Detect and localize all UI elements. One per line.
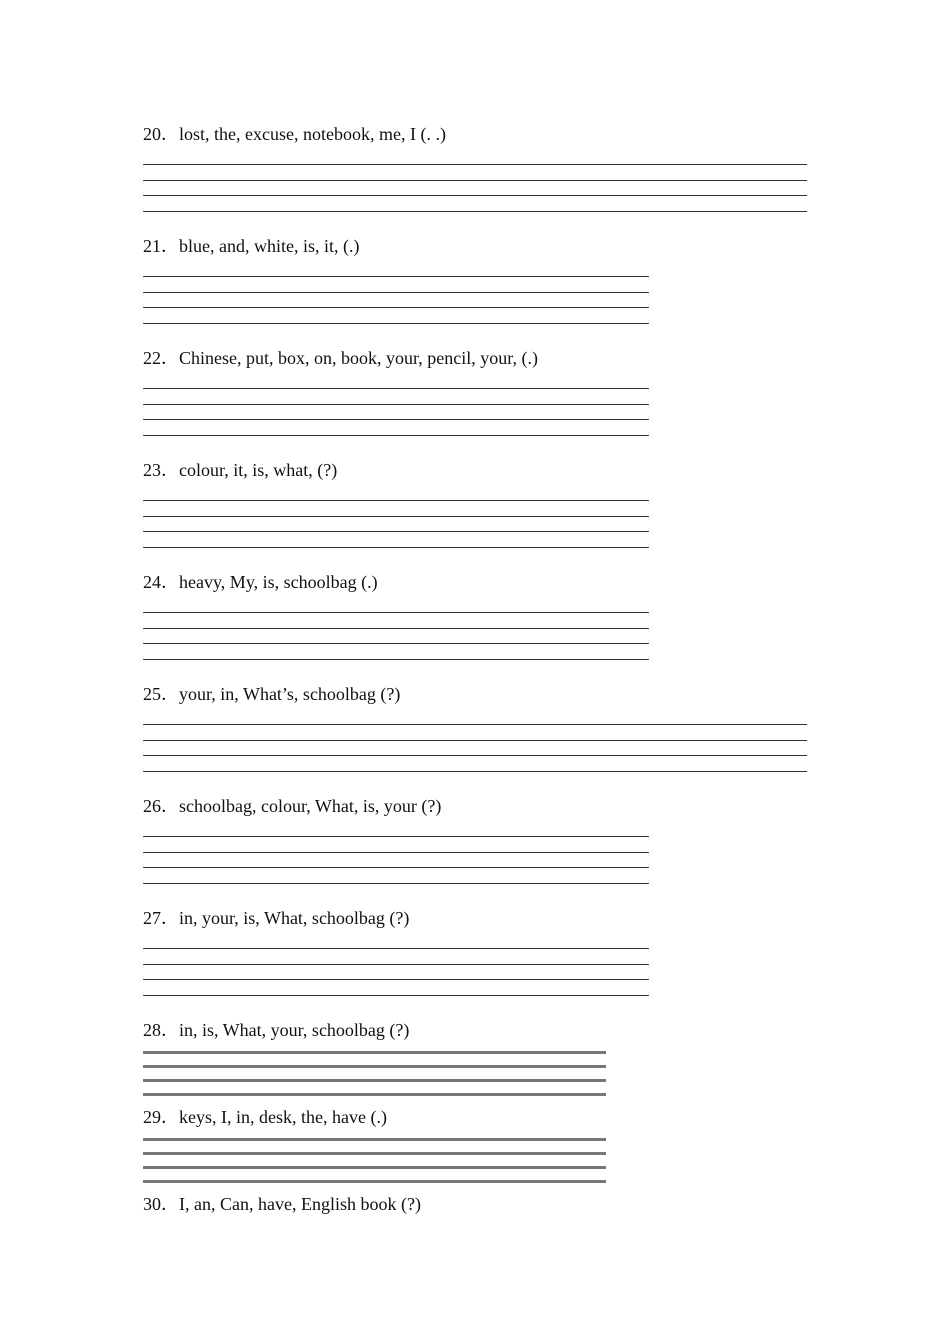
question-words: Chinese, put, box, on, book, your, pencil, your, (.) <box>179 348 539 368</box>
writing-line <box>143 659 649 660</box>
question-words: lost, the, excuse, notebook, me, I (. .) <box>179 124 446 144</box>
writing-line <box>143 643 649 644</box>
writing-line <box>143 547 649 548</box>
writing-line <box>143 628 649 629</box>
writing-line <box>143 724 807 725</box>
writing-line <box>143 307 649 308</box>
question-number: 20． <box>143 124 179 144</box>
question-number: 22． <box>143 348 179 368</box>
question-26 <box>143 795 441 817</box>
writing-line <box>143 276 649 277</box>
writing-line <box>143 836 649 837</box>
question-22 <box>143 347 538 369</box>
writing-line <box>143 740 807 741</box>
writing-line <box>143 867 649 868</box>
writing-line <box>143 1180 606 1183</box>
question-25 <box>143 683 400 705</box>
writing-line <box>143 500 649 501</box>
question-words: I, an, Can, have, English book (?) <box>179 1194 421 1214</box>
writing-line <box>143 1152 606 1155</box>
writing-line <box>143 995 649 996</box>
question-23 <box>143 459 337 481</box>
writing-line <box>143 964 649 965</box>
writing-line <box>143 1166 606 1169</box>
writing-line <box>143 419 649 420</box>
question-20 <box>143 123 446 145</box>
question-words: your, in, What’s, schoolbag (?) <box>179 684 401 704</box>
writing-line <box>143 1079 606 1082</box>
writing-line <box>143 404 649 405</box>
writing-line <box>143 852 649 853</box>
question-number: 26． <box>143 796 179 816</box>
writing-line <box>143 883 649 884</box>
writing-line <box>143 755 807 756</box>
writing-line <box>143 211 807 212</box>
writing-line <box>143 516 649 517</box>
question-number: 29． <box>143 1107 179 1127</box>
question-28 <box>143 1019 409 1041</box>
question-number: 27． <box>143 908 179 928</box>
question-number: 21． <box>143 236 179 256</box>
writing-line <box>143 948 649 949</box>
question-words: keys, I, in, desk, the, have (.) <box>179 1107 387 1127</box>
writing-line <box>143 164 807 165</box>
writing-line <box>143 195 807 196</box>
question-24 <box>143 571 378 593</box>
writing-line <box>143 771 807 772</box>
writing-line <box>143 1138 606 1141</box>
writing-line <box>143 1065 606 1068</box>
question-words: in, is, What, your, schoolbag (?) <box>179 1020 410 1040</box>
question-words: schoolbag, colour, What, is, your (?) <box>179 796 442 816</box>
writing-line <box>143 388 649 389</box>
writing-line <box>143 435 649 436</box>
question-number: 30． <box>143 1194 179 1214</box>
question-30 <box>143 1193 421 1215</box>
question-words: colour, it, is, what, (?) <box>179 460 338 480</box>
question-number: 28． <box>143 1020 179 1040</box>
writing-line <box>143 612 649 613</box>
question-words: heavy, My, is, schoolbag (.) <box>179 572 378 592</box>
question-number: 23． <box>143 460 179 480</box>
writing-line <box>143 1093 606 1096</box>
writing-line <box>143 292 649 293</box>
question-21 <box>143 235 359 257</box>
question-number: 25． <box>143 684 179 704</box>
question-words: blue, and, white, is, it, (.) <box>179 236 360 256</box>
question-number: 24． <box>143 572 179 592</box>
writing-line <box>143 1051 606 1054</box>
writing-line <box>143 979 649 980</box>
writing-line <box>143 180 807 181</box>
question-words: in, your, is, What, schoolbag (?) <box>179 908 410 928</box>
question-27 <box>143 907 409 929</box>
writing-line <box>143 531 649 532</box>
question-29 <box>143 1106 387 1128</box>
writing-line <box>143 323 649 324</box>
